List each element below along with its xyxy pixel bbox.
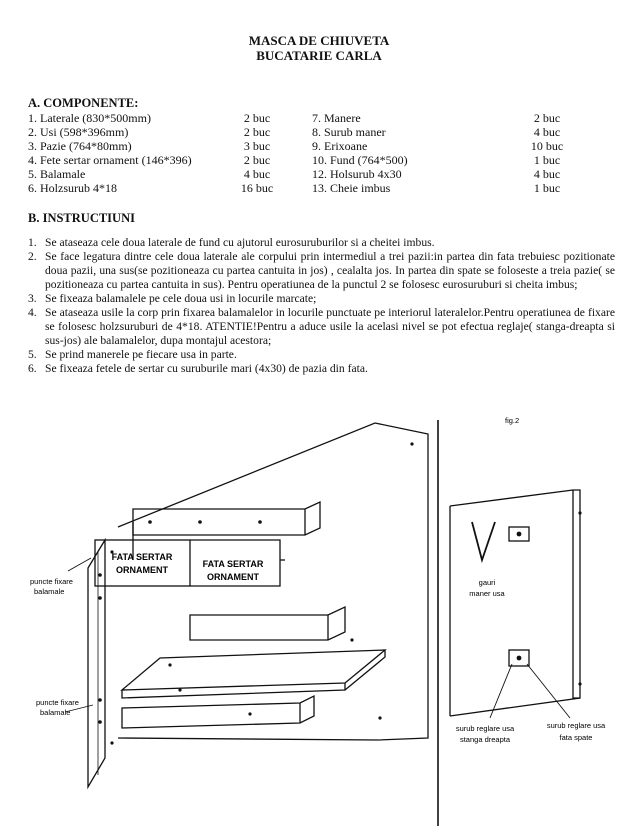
middle-rail bbox=[190, 607, 345, 640]
component-name: 5. Balamale bbox=[28, 167, 86, 181]
component-name: 13. Cheie imbus bbox=[312, 181, 391, 195]
document-title: MASCA DE CHIUVETA bbox=[248, 33, 390, 48]
drawer-face-label-1: FATA SERTAR bbox=[111, 552, 173, 562]
component-row bbox=[28, 181, 610, 195]
components-heading: A. COMPONENTE: bbox=[28, 96, 139, 110]
component-name: 9. Erixoane bbox=[312, 139, 368, 153]
hinge-points-label-top-2: balamale bbox=[34, 587, 65, 596]
component-qty: 4 buc bbox=[533, 125, 561, 139]
instruction-text: Se fixeaza fetele de sertar cu suruburile mari (4x30) de pazia din fata. bbox=[45, 362, 368, 375]
component-qty: 1 buc bbox=[533, 153, 561, 167]
component-row bbox=[28, 139, 610, 153]
instruction-item bbox=[28, 306, 615, 348]
assembly-diagram bbox=[0, 400, 638, 826]
instruction-text: Se prind manerele pe fiecare usa in parte. bbox=[45, 348, 237, 361]
component-name: 2. Usi (598*396mm) bbox=[28, 125, 129, 139]
drawer-ornament-label-1: ORNAMENT bbox=[116, 565, 168, 575]
component-qty: 2 buc bbox=[533, 111, 561, 125]
handle-holes bbox=[472, 522, 495, 560]
figure-number: fig.2 bbox=[505, 416, 520, 425]
instruction-item bbox=[28, 362, 615, 376]
component-qty: 10 buc bbox=[530, 139, 564, 153]
component-qty: 2 buc bbox=[243, 125, 271, 139]
bottom-rail bbox=[122, 696, 314, 728]
component-name: 12. Holsurub 4x30 bbox=[312, 167, 402, 181]
document-subtitle: BUCATARIE CARLA bbox=[256, 48, 382, 63]
component-name: 8. Surub maner bbox=[312, 125, 386, 139]
left-side-panel bbox=[88, 540, 105, 787]
component-name: 3. Pazie (764*80mm) bbox=[28, 139, 132, 153]
instruction-number: 2. bbox=[28, 250, 37, 263]
instruction-text: Se ataseaza cele doua laterale de fund cu ajutorul eurosuruburilor si a cheitei imbus. bbox=[45, 236, 435, 249]
component-qty: 3 buc bbox=[243, 139, 271, 153]
instruction-item bbox=[28, 250, 615, 292]
drawer-face-label-2: FATA SERTAR bbox=[202, 559, 264, 569]
instruction-text: Se face legatura dintre cele doua laterale ale corpului prin intermediul a trei pazii:in partea din fata trebuiesc pozitionate doua pazii, una sus(se pozitioneaza cu partea cantuita in jos) , cealalta jos. In partea din spate se foloseste a treia pazie( se pozitioneaza cu partea cantuita in sus). Pentru operatiunea de la punctul 2 se folosesc eurosuruburi si cheita imbus; bbox=[45, 250, 615, 291]
handle-holes-label: gauri bbox=[478, 578, 496, 587]
handle-holes-label-2: maner usa bbox=[469, 589, 505, 598]
fixing-dots bbox=[98, 442, 581, 744]
instruction-number: 4. bbox=[28, 306, 37, 319]
instructions-heading: B. INSTRUCTIUNI bbox=[28, 211, 135, 225]
drawer-face-left bbox=[95, 540, 190, 586]
component-name: 7. Manere bbox=[312, 111, 361, 125]
instruction-number: 5. bbox=[28, 348, 37, 361]
instruction-text: Se ataseaza usile la corp prin fixarea balamalelor in locurile punctuate pe interiorul lateralelor.Pentru operatiunea de fixare se folosesc holzsuruburi de 4*18. ATENTIE!Pentru a aduce usile la acelasi nivel se pot efectua reglaje( stanga-dreapta si sus-jos) ale balamalelor, dupa montajul acestora; bbox=[45, 306, 615, 347]
component-qty: 4 buc bbox=[243, 167, 271, 181]
instruction-item bbox=[28, 348, 615, 362]
component-name: 1. Laterale (830*500mm) bbox=[28, 111, 151, 125]
instruction-item bbox=[28, 292, 615, 306]
component-row bbox=[28, 111, 610, 125]
component-qty: 2 buc bbox=[243, 111, 271, 125]
instruction-number: 1. bbox=[28, 236, 37, 249]
adjust-screw-lr-label-2: stanga dreapta bbox=[459, 735, 511, 744]
instruction-number: 3. bbox=[28, 292, 37, 305]
instruction-item bbox=[28, 236, 615, 250]
hinge-points-label-top: puncte fixare bbox=[30, 577, 73, 586]
adjust-screw-fb-label-2: fata spate bbox=[559, 733, 593, 742]
component-row bbox=[28, 167, 610, 181]
drawer-ornament-label-2: ORNAMENT bbox=[207, 572, 259, 582]
hinge-points-label-bottom-2: balamale bbox=[40, 708, 71, 717]
component-qty: 1 buc bbox=[533, 181, 561, 195]
hinge-points-label-bottom: puncte fixare bbox=[36, 698, 79, 707]
component-name: 6. Holzsurub 4*18 bbox=[28, 181, 117, 195]
component-row bbox=[28, 153, 610, 167]
instruction-text: Se fixeaza balamalele pe cele doua usi in locurile marcate; bbox=[45, 292, 317, 305]
instructions-list bbox=[28, 236, 615, 376]
component-qty: 16 buc bbox=[240, 181, 274, 195]
door-panel bbox=[450, 490, 580, 716]
component-name: 4. Fete sertar ornament (146*396) bbox=[28, 153, 192, 167]
instruction-number: 6. bbox=[28, 362, 37, 375]
top-rail bbox=[133, 502, 320, 535]
component-qty: 4 buc bbox=[533, 167, 561, 181]
adjust-screw-lr-label: surub reglare usa bbox=[455, 724, 515, 733]
component-row bbox=[28, 125, 610, 139]
component-qty: 2 buc bbox=[243, 153, 271, 167]
component-name: 10. Fund (764*500) bbox=[312, 153, 408, 167]
adjust-screw-fb-label: surub reglare usa bbox=[546, 721, 606, 730]
